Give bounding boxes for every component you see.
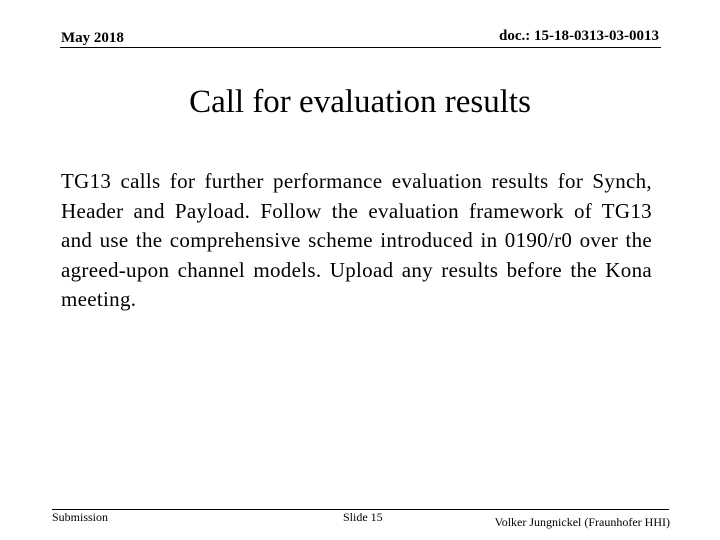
slide-body-text: TG13 calls for further performance evaluation results for Synch, Header and Payload. Follow the evaluation framework of TG13 and use the comprehensive scheme introduced in 0190/r0 over the agreed-upon channel models. Upload any results before the Kona meeting. [61, 169, 652, 311]
footer-submission: Submission [52, 510, 109, 524]
slide-title: Call for evaluation results [189, 84, 531, 120]
header-date: May 2018 [61, 30, 124, 46]
footer-author: Volker Jungnickel (Fraunhofer HHI) [494, 515, 670, 529]
header-divider [60, 47, 661, 48]
header-document-id: doc.: 15-18-0313-03-0013 [499, 28, 659, 44]
footer-slide-number: Slide 15 [343, 510, 383, 524]
